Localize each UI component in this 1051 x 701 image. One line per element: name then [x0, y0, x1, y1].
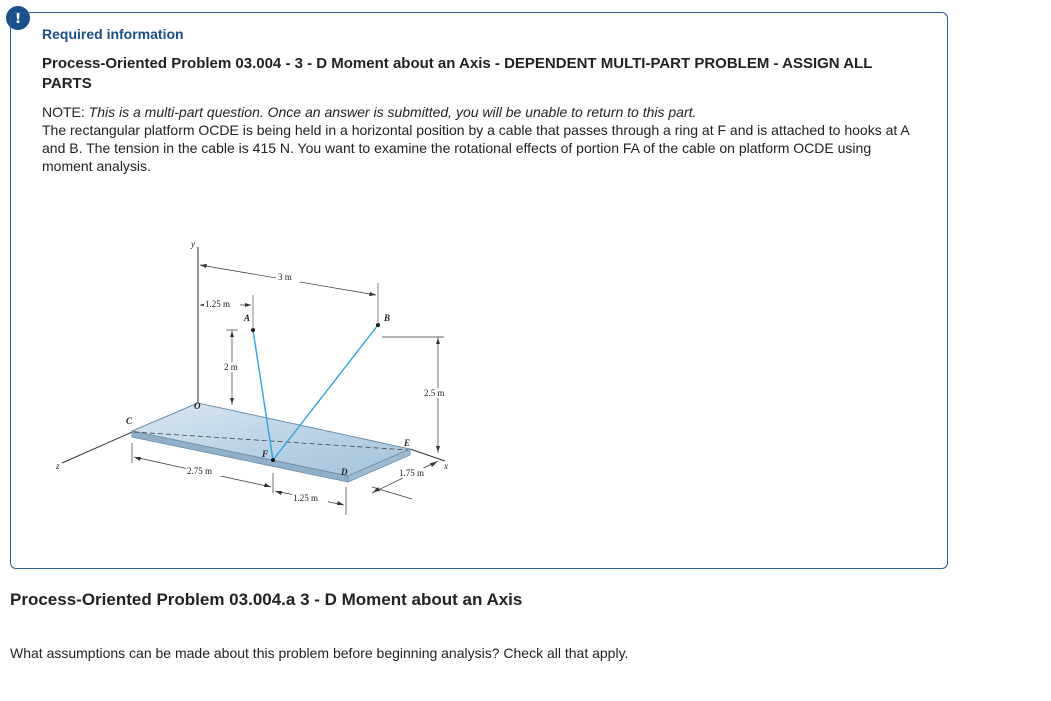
dim-2m-label: 2 m	[224, 362, 238, 372]
part-a-title: Process-Oriented Problem 03.004.a 3 - D Moment about an Axis	[10, 590, 523, 609]
dim-3m-arrow-left	[200, 264, 207, 268]
platform-figure	[40, 235, 470, 525]
dim-125m-bottom-arrow-right	[337, 501, 344, 505]
dim-3m-label: 3 m	[278, 272, 292, 282]
dim-25m-arrow-top	[436, 338, 440, 344]
x-axis-label: x	[444, 461, 448, 471]
point-o-label: O	[194, 401, 201, 411]
dim-175m-arrow-top	[430, 462, 437, 467]
dim-125m-top-label: 1.25 m	[205, 299, 231, 309]
problem-statement	[42, 103, 912, 175]
z-axis-label: z	[56, 461, 60, 471]
problem-body: The rectangular platform OCDE is being held in a horizontal position by a cable that passes through a ring at F and is attached to hooks at A and B. The tension in the cable is 415 N. You want to examine the rotational effects of portion FA of the cable on platform OCDE using moment analysis.	[42, 122, 909, 174]
dim-125m-top-arrow-right	[245, 303, 251, 307]
point-b-label: B	[384, 313, 391, 323]
note-text: This is a multi-part question. Once an answer is submitted, you will be unable to return to this part.	[88, 104, 697, 120]
x-axis	[410, 449, 445, 461]
point-f-label: F	[262, 449, 269, 459]
required-information-heading: Required information	[42, 26, 184, 42]
point-d-label: D	[341, 467, 348, 477]
dim-125m-bottom-label: 1.25 m	[293, 493, 319, 503]
dim-125m-bottom-arrow-left	[275, 491, 282, 495]
question-text: What assumptions can be made about this problem before beginning analysis? Check all that apply.	[10, 645, 629, 661]
point-a-label: A	[244, 313, 251, 323]
note-label: NOTE:	[42, 104, 89, 120]
point-c-label: C	[126, 416, 133, 426]
y-axis-label: y	[191, 239, 195, 249]
dim-2m-arrow-top	[230, 331, 234, 337]
dim-3m-arrow-right	[369, 292, 376, 296]
point-e-label: E	[404, 438, 411, 448]
dim-25m-arrow-bottom	[436, 446, 440, 452]
dim-275m-arrow-left	[134, 457, 141, 461]
point-f-marker	[271, 458, 275, 462]
dim-25m-label: 2.5 m	[424, 388, 445, 398]
dim-175m-label: 1.75 m	[399, 468, 425, 478]
dim-2m-arrow-bottom	[230, 398, 234, 404]
dim-275m-label: 2.75 m	[187, 466, 213, 476]
exclamation-icon: !	[6, 6, 30, 30]
problem-title: Process-Oriented Problem 03.004 - 3 - D Moment about an Axis - DEPENDENT MULTI-PART PROBLEM - ASSIGN ALL PARTS	[42, 55, 873, 92]
dim-275m-arrow-right	[264, 483, 271, 487]
